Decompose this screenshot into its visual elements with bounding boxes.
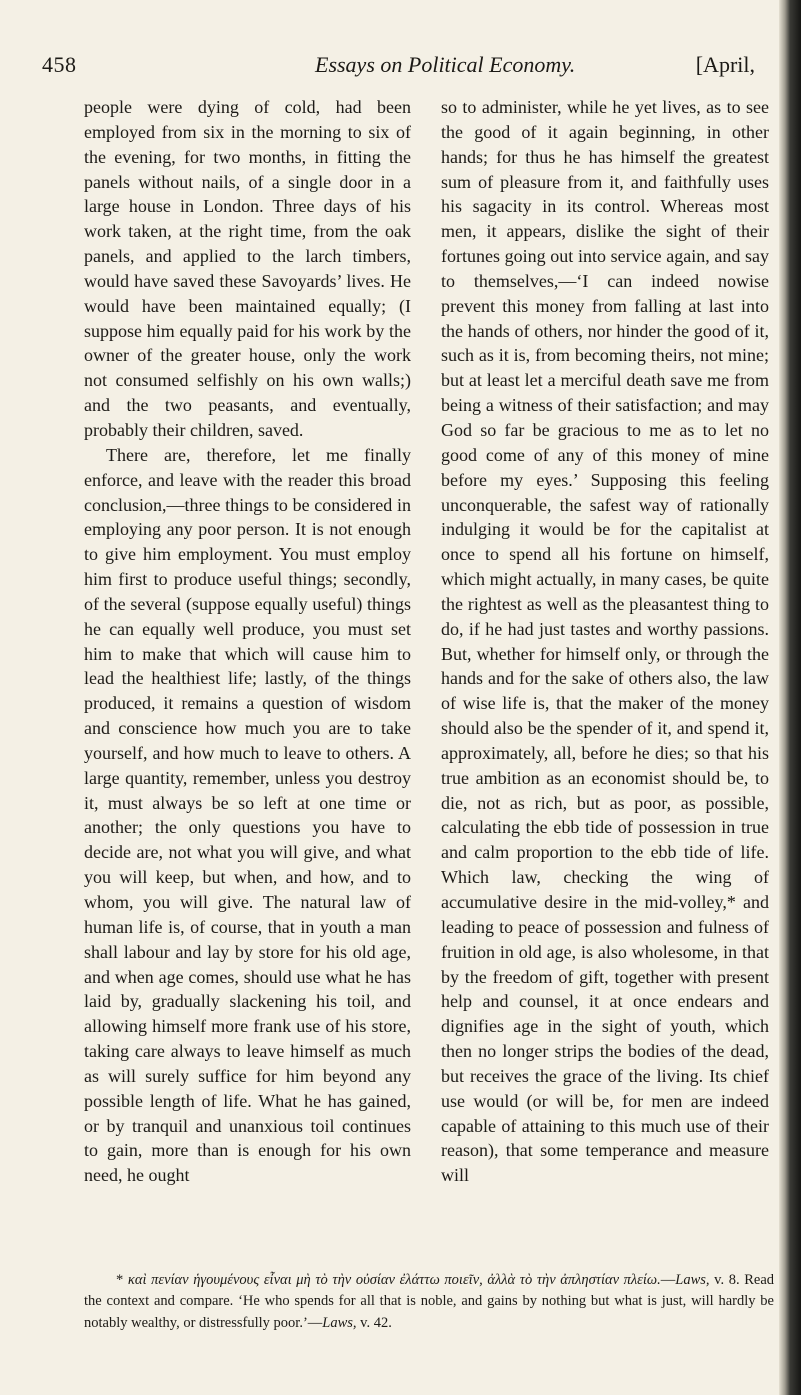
footnote-text-1: v. 8. Read the context and compare. ‘He who spends for all that is noble, and gains by nothing but what is just, will hardly be notably wealthy, or distressfully poor.’— bbox=[84, 1272, 775, 1331]
footnote-greek-quote: καὶ πενίαν ἡγουμένους εἶναι μὴ τὸ τὴν οὐσίαν ἐλάττω ποιεῖν, ἀλλὰ τὸ τὴν ἀπληστίαν πλείω. bbox=[127, 1272, 661, 1288]
footnote bbox=[84, 1270, 774, 1334]
footnote-marker: * bbox=[116, 1272, 128, 1288]
footnote-dash: — bbox=[660, 1272, 676, 1288]
footnote-text-2: v. 42. bbox=[356, 1314, 392, 1331]
right-paragraph: so to administer, while he yet lives, as to see the good of it again beginning, in other hands; for thus he has himself the greatest sum of pleasure from it, and faithfully uses his sagacity in its control. Whereas most men, it appears, dislike the sight of their fortunes going out into service again, and say to themselves,—‘I can indeed nowise prevent this money from falling at last into the hands of others, nor hinder the good of it, such as it is, from becoming theirs, not mine; but at least let a merciful death save me from being a witness of their satisfaction; and may God so far be gracious to me as to let no good come of any of this money of mine before my eyes.’ Supposing this feeling unconquerable, the safest way of rationally indulging it would be for the capitalist at once to spend all his fortune on himself, which might actually, in many cases, be quite the rightest as well as the pleasantest thing to do, if he had just tastes and worthy passions. But, whether for himself only, or through the hands and for the sake of others also, the law of wise life is, that the maker of the money should also be the spender of it, and spend it, approximately, all, before he dies; so that his true ambition as an economist should be, to die, not as rich, but as poor, as possible, calculating the ebb tide of possession in true and calm proportion to the ebb tide of life. Which law, checking the wing of accumulative desire in the mid-volley,* and leading to peace of possession and fulness of fruition in old age, is also wholesome, in that by the freedom of gift, together with present help and counsel, it at once endears and dignifies age in the sight of youth, which then no longer strips the bodies of the dead, but receives the grace of the living. Its chief use would (or will be, for men are indeed capable of attaining to this much use of their reason), that some temperance and measure will bbox=[441, 97, 769, 1186]
running-header bbox=[42, 52, 772, 84]
running-date: [April, bbox=[695, 52, 755, 77]
left-paragraph-2: There are, therefore, let me finally enforce, and leave with the reader this broad conclusion,—three things to be considered in employing any poor person. It is not enough to give him employment. You must employ him first to produce useful things; secondly, of the several (suppose equally useful) things he can equally well produce, you must set him to make that which will cause him to lead the healthiest life; lastly, of the things produced, it remains a question of wisdom and conscience how much you are to take yourself, and how much to leave to others. A large quantity, remember, unless you destroy it, must always be so left at one time or another; the only questions you have to decide are, not what you will give, and what you will keep, but when, and how, and to whom, you will give. The natural law of human life is, of course, that in youth a man shall labour and lay by store for his old age, and when age comes, should use what he has laid by, gradually slackening his toil, and allowing himself more frank use of his store, taking care always to leave himself as much as will surely suffice for him beyond any possible length of life. What he has gained, or by tranquil and unanxious toil continues to gain, more than is enough for his own need, he ought bbox=[84, 444, 411, 1186]
scan-edge-shadow bbox=[779, 0, 801, 1395]
left-paragraph-1: people were dying of cold, had been employed from six in the morning to six of the evening, for two months, in fitting the panels without nails, of a single door in a large house in London. Three days of his work taken, at the right time, from the oak panels, and applied to the larch timbers, would have saved these Savoyards’ lives. He would have been maintained equally; (I suppose him equally paid for his work by the owner of the greater house, only the work not consumed selfishly on his own walls;) and the two peasants, and eventually, probably their children, saved. bbox=[84, 97, 411, 440]
right-column bbox=[441, 95, 769, 1188]
page-number: 458 bbox=[42, 52, 77, 77]
footnote-source-2: Laws, bbox=[322, 1314, 357, 1331]
left-column bbox=[84, 95, 411, 1188]
running-title: Essays on Political Economy. bbox=[315, 52, 576, 77]
footnote-source-1: Laws, bbox=[675, 1272, 710, 1288]
